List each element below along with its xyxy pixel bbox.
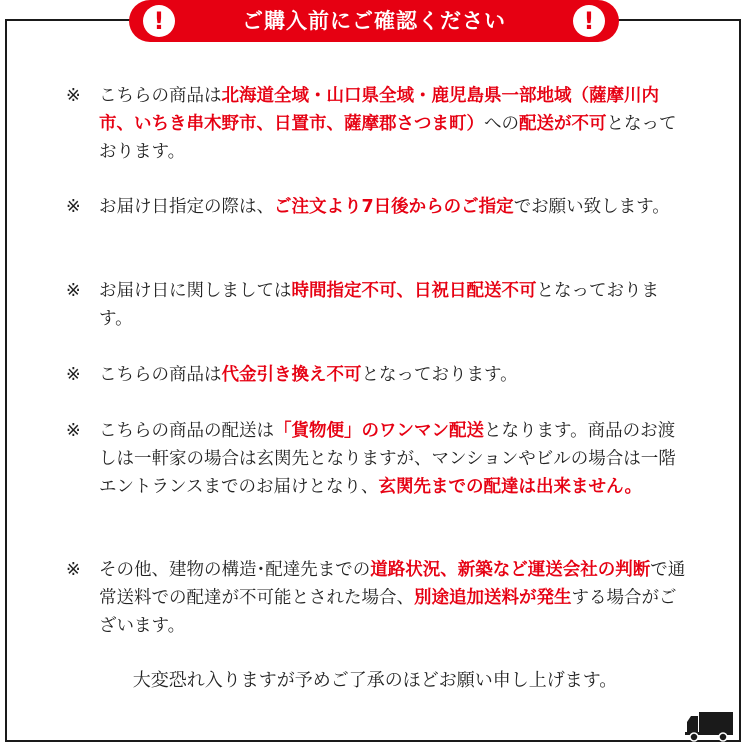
highlight-text: 配送が不可 xyxy=(519,114,607,134)
body-text: となっております。 xyxy=(361,365,518,385)
body-text: こちらの商品は xyxy=(99,365,222,385)
note-mark: ※ xyxy=(66,421,81,441)
body-text: その他、建物の構造･配達先までの xyxy=(99,560,371,580)
note-mark: ※ xyxy=(66,197,81,217)
closing-message: 大変恐れ入りますが予めご了承のほどお願い申し上げます。 xyxy=(132,670,618,691)
body-text: となっております。 xyxy=(99,114,677,162)
body-text: する場合がございます。 xyxy=(99,588,677,636)
note-text xyxy=(99,417,686,501)
body-text: こちらの商品の配送は xyxy=(99,421,274,441)
note-item xyxy=(66,277,686,333)
highlight-text: 代金引き換え不可 xyxy=(221,365,362,385)
note-item xyxy=(66,82,686,166)
exclamation-icon: ! xyxy=(143,5,175,37)
banner-title: ご購入前にご確認ください xyxy=(242,9,506,33)
highlight-text: 道路状況、新築など運送会社の判断 xyxy=(370,560,651,580)
note-text xyxy=(99,277,686,333)
highlight-text: 北海道全域・山口県全域・鹿児島県一部地域（薩摩川内市、いちき串木野市、日置市、薩摩郡さつま町） xyxy=(99,86,659,134)
body-text: への xyxy=(484,114,519,134)
highlight-text: 玄関先までの配達は出来ません。 xyxy=(378,477,643,497)
body-text: お届け日指定の際は、 xyxy=(99,197,274,217)
note-mark: ※ xyxy=(66,281,81,301)
highlight-text: ご注文より7日後からのご指定 xyxy=(274,197,514,217)
body-text: で通常送料での配達が不可能とされた場合、 xyxy=(99,560,686,608)
highlight-text: 時間指定不可、日祝日配送不可 xyxy=(291,281,537,301)
note-mark: ※ xyxy=(66,560,81,580)
note-text xyxy=(99,556,686,640)
body-text: となっております。 xyxy=(99,281,659,329)
note-text xyxy=(99,82,686,166)
highlight-text: 「貨物便」のワンマン配送 xyxy=(274,421,484,441)
note-item xyxy=(66,417,686,501)
note-text xyxy=(99,361,686,389)
note-item xyxy=(66,193,686,221)
note-mark: ※ xyxy=(66,86,81,106)
note-text xyxy=(99,193,686,221)
body-text: お届け日に関しましては xyxy=(99,281,292,301)
body-text: でお願い致します。 xyxy=(513,197,670,217)
body-text: こちらの商品は xyxy=(99,86,222,106)
exclamation-icon: ! xyxy=(573,5,605,37)
body-text: となります。商品のお渡しは一軒家の場合は玄関先となりますが、マンションやビルの場合は一階エントランスまでのお届けとなり、 xyxy=(99,421,676,497)
notice-banner xyxy=(129,0,619,42)
note-mark: ※ xyxy=(66,365,81,385)
highlight-text: 別途追加送料が発生 xyxy=(414,588,572,608)
note-item xyxy=(66,361,686,389)
truck-icon xyxy=(685,710,735,742)
note-item xyxy=(66,556,686,640)
